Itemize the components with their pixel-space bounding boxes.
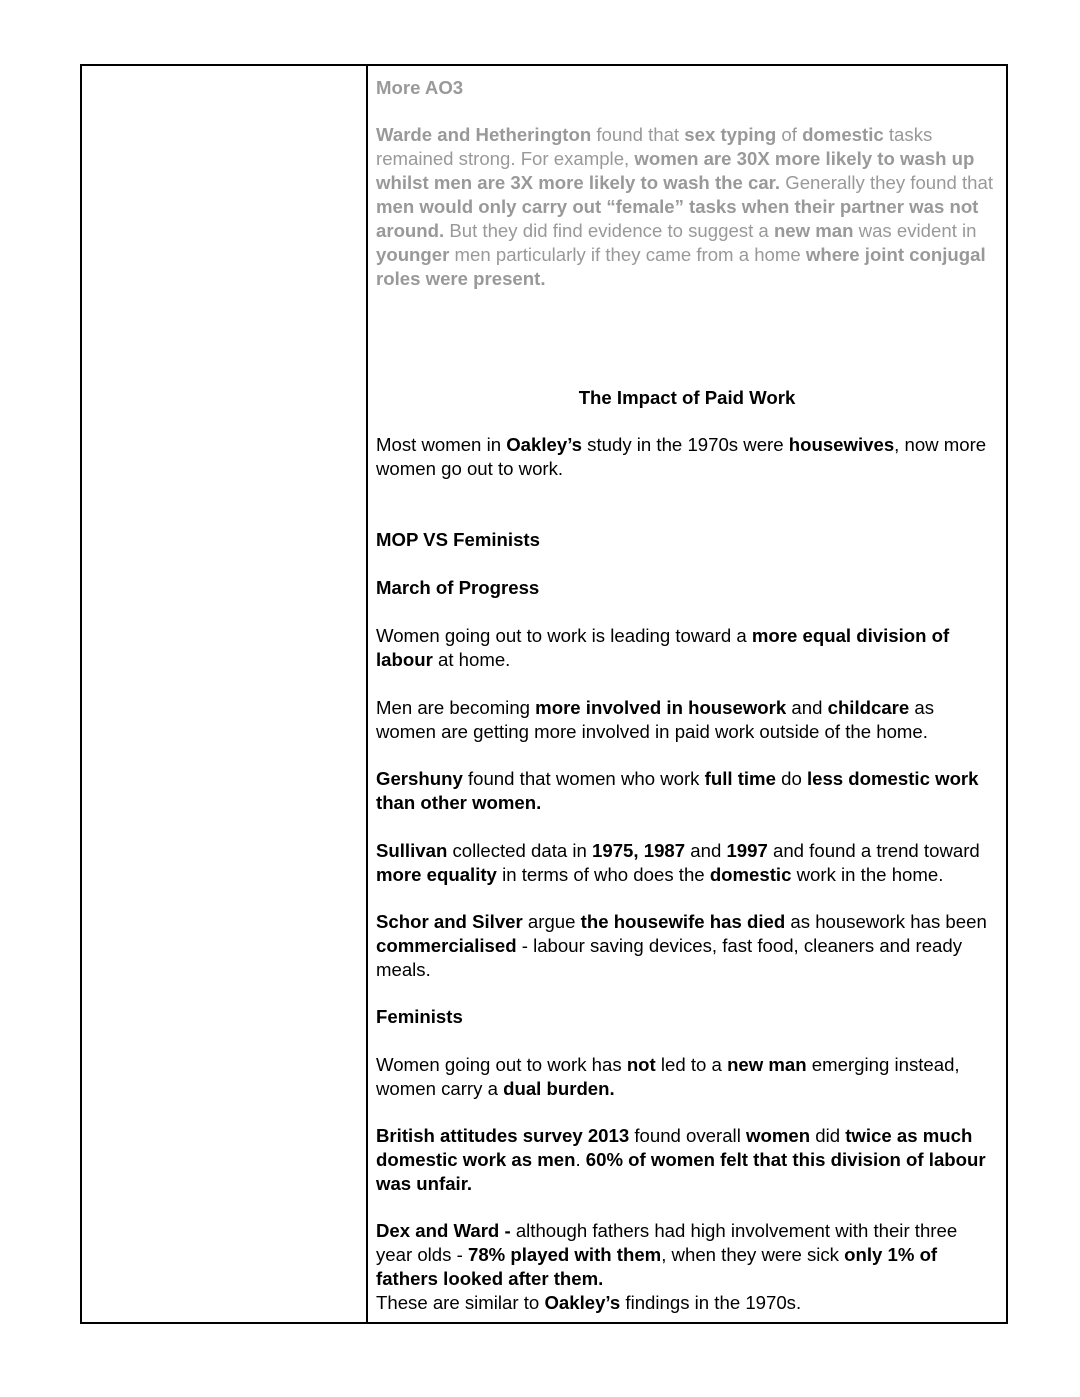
more-ao3-heading [376,76,998,100]
bold-text: Oakley’s [544,1292,621,1313]
text: , when they were sick [661,1244,845,1265]
dex-ward [376,1219,998,1291]
bold-text: Schor and Silver [376,911,523,932]
bold-text: More AO3 [376,77,464,98]
text: . [575,1149,586,1170]
bold-text: Dex and Ward - [376,1220,511,1241]
bold-text: The Impact of Paid Work [578,387,796,408]
feminists-dual-burden [376,1053,998,1101]
bold-text: commercialised [376,935,517,956]
feminists-heading [376,1005,998,1029]
bold-text: new man [773,220,854,241]
text: work in the home. [791,864,944,885]
bold-text: more equality [376,864,497,885]
text: was evident in [853,220,977,241]
march-of-progress [376,576,998,600]
bold-text: Warde and Hetherington [376,124,592,145]
bold-text: women [746,1125,811,1146]
text: study in the 1970s were [582,434,789,455]
bold-text: where joint conjugal roles were present. [376,244,986,289]
text: Women going out to work is leading toward a [376,625,752,646]
impact-title [376,386,998,410]
bold-text: less domestic work than other women. [376,768,979,813]
bold-text: more equal division of labour [376,625,950,670]
bold-text: March of Progress [376,577,540,598]
bold-text: women are 30X more likely to wash up whilst men are 3X more likely to wash the car. [376,148,975,193]
bold-text: 60% of women felt that this division of labour was unfair. [376,1149,986,1194]
bold-text: twice as much domestic work as men [376,1125,973,1170]
bold-text: Oakley’s [506,434,583,455]
bold-text: full time [704,768,776,789]
text: of [776,124,803,145]
gershuny [376,767,998,815]
text: found that women who work [462,768,705,789]
text: led to a [655,1054,728,1075]
text: in terms of who does the [496,864,710,885]
notes-table [80,64,1008,1324]
mop-equal-division [376,624,998,672]
text: findings in the 1970s. [620,1292,802,1313]
bold-text: childcare [827,697,910,718]
bold-text: domestic [709,864,792,885]
bold-text: 78% played with them [467,1244,662,1265]
text: and found a trend toward [767,840,980,861]
bold-text: 1997 [726,840,768,861]
bold-text: only 1% of fathers looked after them. [376,1244,938,1289]
british-attitudes [376,1124,998,1196]
text: collected data in [447,840,593,861]
bold-text: British attitudes survey 2013 [376,1125,630,1146]
bold-text: sex typing [684,124,777,145]
bold-text: housewives [788,434,895,455]
oakley-intro [376,433,998,481]
text: found overall [629,1125,746,1146]
bold-text: the housewife has died [580,911,786,932]
text: These are similar to [376,1292,545,1313]
text: men particularly if they came from a home [449,244,806,265]
bold-text: more involved in housework [535,697,787,718]
text: as women are getting more involved in paid work outside of the home. [376,697,935,742]
bold-text: not [626,1054,656,1075]
text: Generally they found that [780,172,993,193]
mop-men-involved [376,696,998,744]
text: argue [522,911,581,932]
bold-text: Sullivan [376,840,448,861]
bold-text: Feminists [376,1006,463,1027]
bold-text: MOP VS Feminists [376,529,540,550]
bold-text: Gershuny [376,768,463,789]
text: - labour saving devices, fast food, cleaners and ready meals. [376,935,963,980]
text: Most women in [376,434,507,455]
text: Men are becoming [376,697,536,718]
text: although fathers had high involvement with their three year olds - [376,1220,958,1265]
bold-text: younger [376,244,450,265]
text: But they did find evidence to suggest a [444,220,774,241]
text: Women going out to work has [376,1054,627,1075]
text: emerging instead, women carry a [376,1054,960,1099]
bold-text: dual burden. [503,1078,615,1099]
bold-text: domestic [802,124,884,145]
sullivan [376,839,998,887]
text: tasks remained strong. For example, [376,124,933,169]
bold-text: new man [727,1054,807,1075]
text: , now more women go out to work. [376,434,987,479]
schor-silver [376,910,998,982]
left-column-cell [82,66,368,1322]
oakley-similar [376,1291,998,1315]
right-column-cell [368,66,1006,1322]
bold-text: 1975, 1987 [592,840,686,861]
mop-vs-feminists [376,528,998,552]
bold-text: men would only carry out “female” tasks when their partner was not around. [376,196,979,241]
text: found that [591,124,685,145]
text: do [775,768,807,789]
text: as housework has been [785,911,987,932]
text: at home. [432,649,511,670]
text: and [685,840,727,861]
text: and [786,697,828,718]
text: did [810,1125,846,1146]
warde-hetherington [376,123,998,291]
